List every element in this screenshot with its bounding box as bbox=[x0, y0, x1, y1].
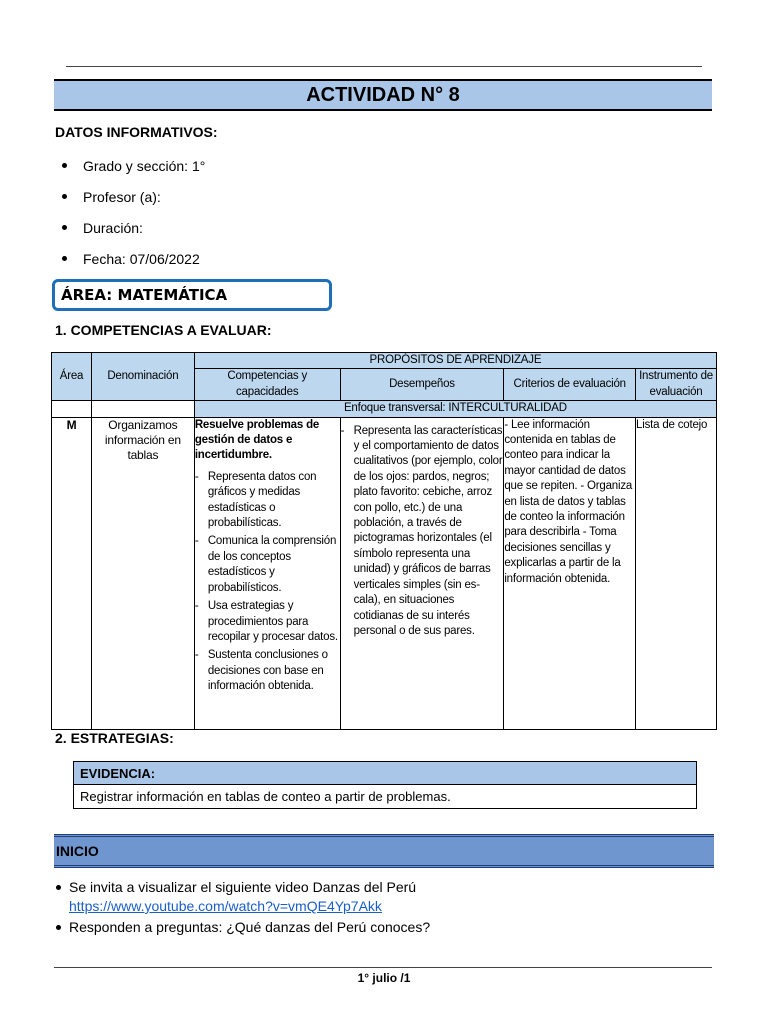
inicio-item-2: Responden a preguntas: ¿Qué danzas del Perú conoces? bbox=[69, 919, 431, 935]
header-competencias: Competencias y capacidades bbox=[194, 369, 340, 401]
inicio-heading: INICIO bbox=[54, 834, 714, 868]
list-item: - Representa las características y el comportamiento de datos cualitativos (por ejemplo, color de los ojos: pardos, negros; plato favorito: cebiche, arroz con pollo, etc.) de una población, a través de pictogramas horizontales (el símbolo representa una unidad) y gráficos de barras verticales simples (sin es-cala), en situaciones cotidianas de su interés personal o de sus pares. bbox=[340, 424, 503, 637]
bullet-icon bbox=[56, 925, 61, 930]
evidencia-text: Registrar información en tablas de conteo a partir de problemas. bbox=[80, 789, 451, 804]
evidencia-box bbox=[73, 761, 697, 809]
inicio-list bbox=[54, 878, 430, 937]
header-desempenos: Desempeños bbox=[340, 369, 504, 401]
section-competencias: 1. COMPETENCIAS A EVALUAR: bbox=[55, 322, 272, 338]
footer-rule bbox=[54, 957, 712, 968]
competencias-table bbox=[51, 352, 717, 730]
list-item: - Comunica la comprensión de los conceptos estadísticos y probabilísticos. bbox=[194, 535, 337, 594]
enfoque-row: Enfoque transversal: INTERCULTURALIDAD bbox=[194, 401, 716, 417]
inicio-item-1: Se invita a visualizar el siguiente video Danzas del Perú bbox=[69, 879, 417, 895]
header-denominacion: Denominación bbox=[91, 353, 194, 401]
cell-denominacion: Organizamos información en tablas bbox=[91, 417, 194, 729]
header-propositos: PROPÓSITOS DE APRENDIZAJE bbox=[194, 353, 716, 369]
evidencia-label: EVIDENCIA: bbox=[74, 762, 696, 785]
video-link[interactable]: https://www.youtube.com/watch?v=vmQE4Yp7Akk bbox=[69, 898, 382, 914]
bullet-icon bbox=[56, 885, 61, 890]
list-item: - Representa datos con gráficos y medidas estadísticas o probabilísticas. bbox=[194, 470, 317, 530]
cell-criterios: - Lee información contenida en tablas de conteo para indicar la mayor cantidad de datos que se repiten. - Organiza en lista de datos y tablas de conteo la información para describirla - Toma decisiones sencillas y explicarlas a partir de la información obtenida. bbox=[504, 417, 636, 729]
bullet-icon bbox=[62, 163, 67, 168]
capacidades-list bbox=[195, 470, 340, 695]
footer-text: 1° julio /1 bbox=[357, 971, 411, 985]
cell-area: M bbox=[52, 417, 92, 729]
list-item bbox=[54, 878, 430, 916]
cell-instrumento: Lista de cotejo bbox=[636, 417, 717, 729]
list-item: Profesor (a): bbox=[62, 181, 205, 212]
cell-competencias bbox=[194, 417, 340, 729]
header-instrumento: Instrumento de evaluación bbox=[636, 369, 717, 401]
list-item: - Sustenta conclusiones o decisiones con base en información obtenida. bbox=[194, 649, 328, 693]
datos-list bbox=[62, 150, 205, 274]
bullet-icon bbox=[62, 225, 67, 230]
list-item: Fecha: 07/06/2022 bbox=[62, 243, 205, 274]
list-item: Grado y sección: 1° bbox=[62, 150, 205, 181]
table-row bbox=[52, 417, 717, 729]
list-item bbox=[54, 918, 430, 937]
header-rule bbox=[66, 56, 702, 67]
bullet-icon bbox=[62, 256, 67, 261]
section-estrategias: 2. ESTRATEGIAS: bbox=[55, 730, 174, 746]
area-box: ÁREA: MATEMÁTICA bbox=[52, 279, 332, 311]
competencia-title: Resuelve problemas de gestión de datos e incertidumbre. bbox=[194, 418, 320, 462]
list-item: - Usa estrategias y procedimientos para recopilar y procesar datos. bbox=[194, 600, 338, 643]
bullet-icon bbox=[62, 194, 67, 199]
activity-title: ACTIVIDAD N° 8 bbox=[54, 79, 712, 111]
header-criterios: Criterios de evaluación bbox=[504, 369, 636, 401]
header-area: Área bbox=[52, 353, 92, 401]
list-item: Duración: bbox=[62, 212, 205, 243]
cell-desempenos bbox=[340, 417, 504, 729]
datos-heading: DATOS INFORMATIVOS: bbox=[55, 124, 218, 140]
